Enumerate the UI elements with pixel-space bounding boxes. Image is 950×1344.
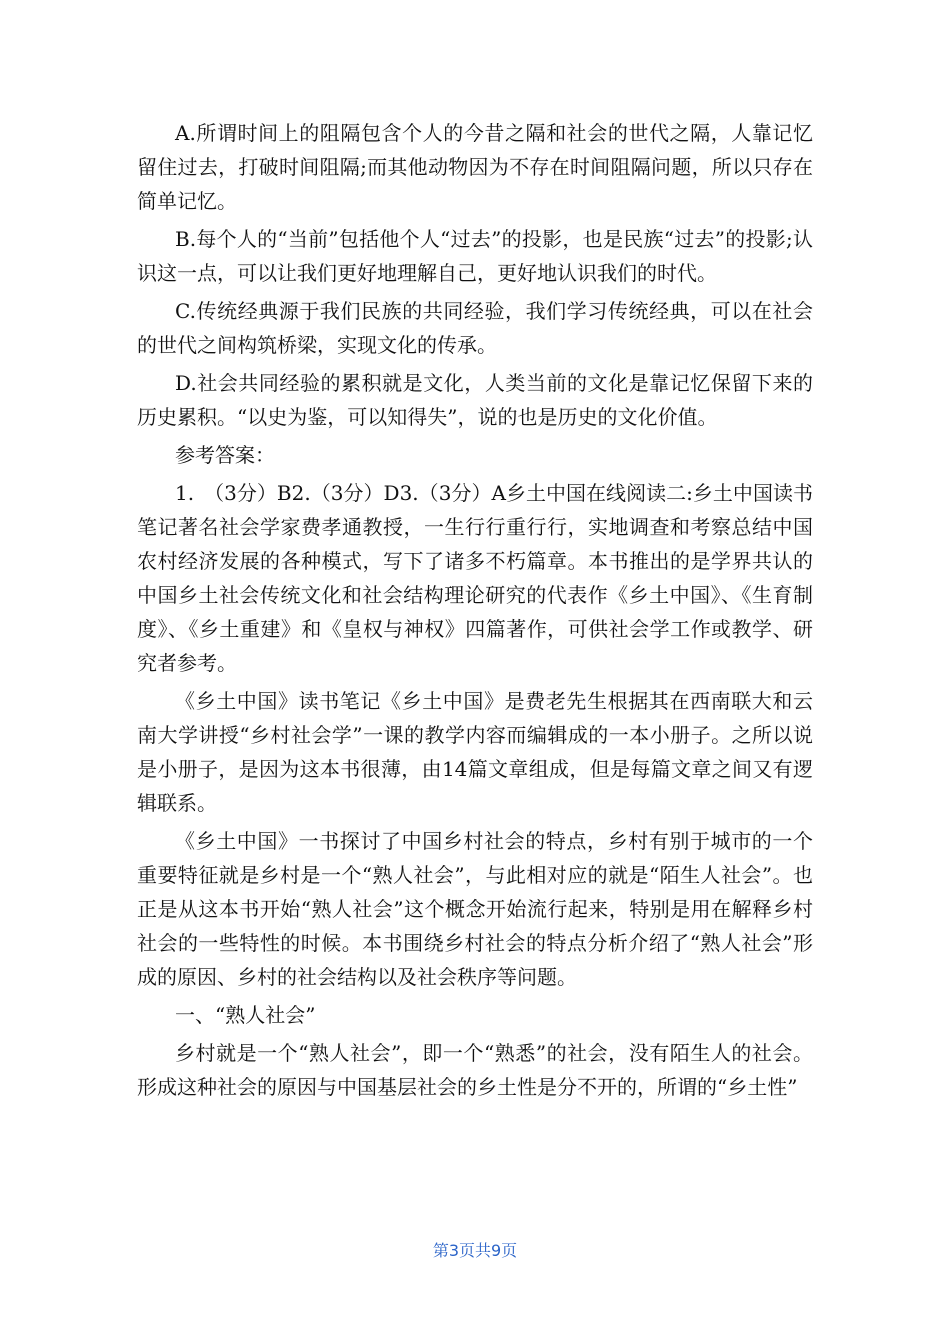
paragraph-option-d: D.社会共同经验的累积就是文化，人类当前的文化是靠记忆保留下来的历史累积。“以史为鉴，可以知得失”，说的也是历史的文化价值。	[137, 371, 813, 429]
document-body	[137, 116, 813, 1108]
page-number-footer: 第3页共9页	[432, 1241, 518, 1260]
paragraph-book-topic: 《乡土中国》一书探讨了中国乡村社会的特点，乡村有别于城市的一个重要特征就是乡村是一个“熟人社会”，与此相对应的就是“陌生人社会”。也正是从这本书开始“熟人社会”这个概念开始流行起来，特别是用在解释乡村社会的一些特性的时候。本书围绕乡村社会的特点分析介绍了“熟人社会”形成的原因、乡村的社会结构以及社会秩序等问题。	[137, 829, 813, 989]
paragraph-option-b: B.每个人的“当前”包括他个人“过去”的投影，也是民族“过去”的投影;认识这一点，可以让我们更好地理解自己，更好地认识我们的时代。	[137, 227, 813, 285]
paragraph-book-intro: 《乡土中国》读书笔记《乡土中国》是费老先生根据其在西南联大和云南大学讲授“乡村社会学”一课的教学内容而编辑成的一本小册子。之所以说是小册子，是因为这本书很薄，由14篇文章组成，但是每篇文章之间又有逻辑联系。	[137, 689, 813, 815]
paragraph-option-a: A.所谓时间上的阻隔包含个人的今昔之隔和社会的世代之隔，人靠记忆留住过去，打破时间阻隔;而其他动物因为不存在时间阻隔问题，所以只存在简单记忆。	[137, 121, 813, 213]
section-heading: 一、“熟人社会”	[175, 1003, 316, 1027]
paragraph-option-c: C.传统经典源于我们民族的共同经验，我们学习传统经典，可以在社会的世代之间构筑桥梁，实现文化的传承。	[137, 299, 813, 357]
paragraph-answers: 1. （3分）B2.（3分）D3.（3分）A乡土中国在线阅读二:乡土中国读书笔记著名社会学家费孝通教授，一生行行重行行，实地调查和考察总结中国农村经济发展的各种模式，写下了诸多不朽篇章。本书推出的是学界共认的中国乡土社会传统文化和社会结构理论研究的代表作《乡土中国》、《生育制度》、《乡土重建》和《皇权与神权》四篇著作，可供社会学工作或教学、研究者参考。	[137, 481, 813, 675]
paragraph-answer-heading: 参考答案：	[175, 443, 275, 467]
paragraph-acquaintance-society: 乡村就是一个“熟人社会”，即一个“熟悉”的社会，没有陌生人的社会。形成这种社会的原因与中国基层社会的乡土性是分不开的，所谓的“乡土性”	[137, 1041, 813, 1099]
